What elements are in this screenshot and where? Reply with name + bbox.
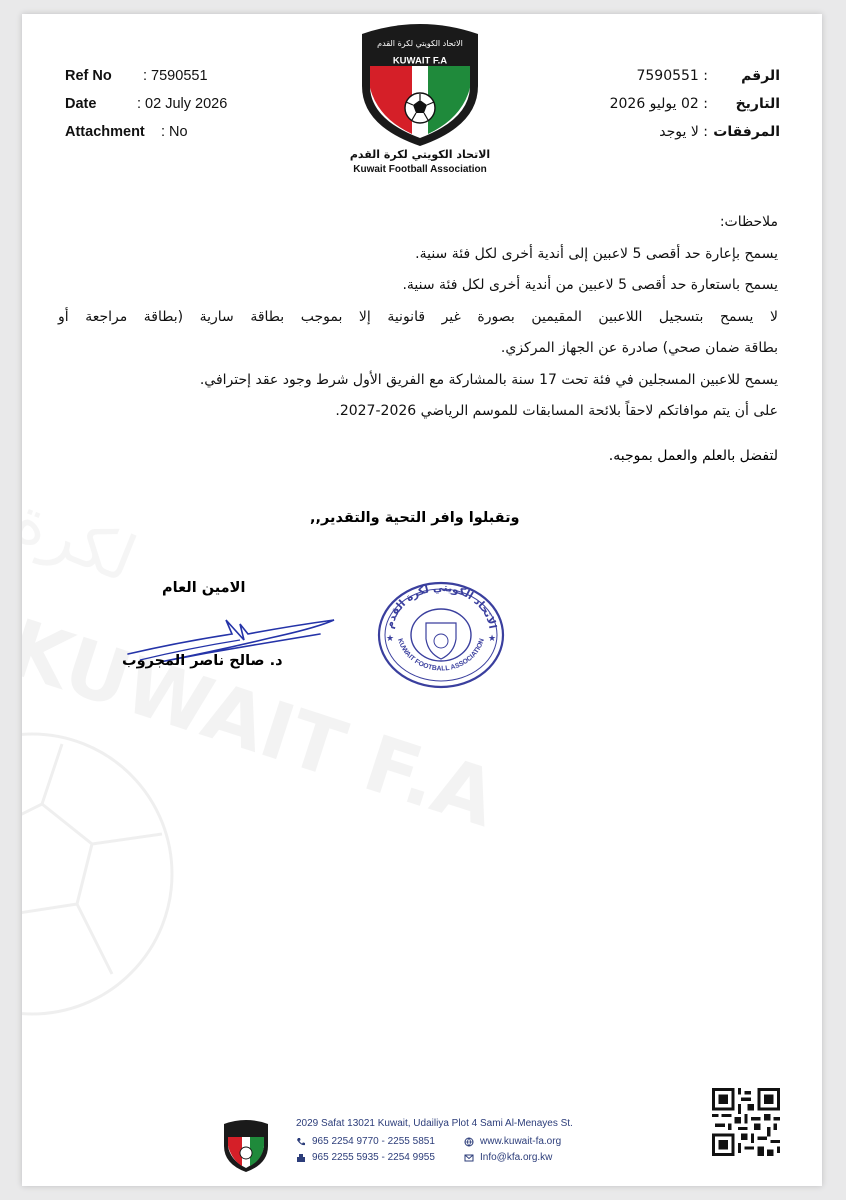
date-row bbox=[65, 90, 295, 118]
ref-value: : 7590551 bbox=[143, 68, 208, 84]
qr-code-icon bbox=[712, 1088, 780, 1156]
footer-email-row bbox=[464, 1152, 552, 1163]
stamp-text-en: KUWAIT FOOTBALL ASSOCIATION bbox=[396, 637, 486, 673]
svg-text:★: ★ bbox=[488, 634, 497, 644]
regards-line: وتقبلوا وافر التحية والتقدير,, bbox=[310, 510, 520, 526]
logo-banner: KUWAIT F.A bbox=[392, 55, 448, 67]
logo-name-en: Kuwait Football Association bbox=[353, 164, 487, 175]
note-line-3b: بطاقة ضمان صحي) صادرة عن الجهاز المركزي. bbox=[500, 340, 778, 356]
date-value-ar: : 02 يوليو 2026 bbox=[609, 96, 708, 112]
signatory-title: الامين العام bbox=[162, 580, 246, 596]
official-stamp bbox=[374, 579, 508, 691]
note-line-5: على أن يتم موافاتكم لاحقاً بلائحة المسابقات للموسم الرياضي 2026-2027. bbox=[335, 403, 778, 419]
stamp-text-ar: الاتحاد الكويتي لكرة القدم bbox=[383, 581, 499, 630]
footer-address: 2029 Safat 13021 Kuwait, Udailiya Plot 4 Sami Al-Menayes St. bbox=[296, 1118, 573, 1129]
ref-label-ar: الرقم bbox=[741, 68, 780, 84]
logo-arc: الاتحاد الكويتي لكرة القدم bbox=[377, 39, 463, 48]
attachment-value-ar: : لا يوجد bbox=[659, 124, 708, 140]
attachment-label: Attachment bbox=[65, 124, 145, 140]
svg-text:★: ★ bbox=[386, 634, 395, 644]
date-label: Date bbox=[65, 96, 97, 112]
letter-body bbox=[58, 207, 778, 428]
footer-phone: 965 2254 9770 - 2255 5851 bbox=[312, 1136, 435, 1147]
footer-email[interactable]: Info@kfa.org.kw bbox=[480, 1152, 553, 1163]
footer-fax: 965 2255 5935 - 2254 9955 bbox=[312, 1152, 435, 1163]
footer-phone-row bbox=[296, 1136, 435, 1147]
footer-website-row bbox=[464, 1136, 561, 1147]
letter-page bbox=[22, 14, 822, 1186]
phone-icon bbox=[296, 1137, 306, 1147]
mail-icon bbox=[464, 1153, 474, 1163]
note-line-3a: لا يسمح بتسجيل اللاعبين المقيمين بصورة غير قانونية إلا بموجب بطاقة سارية (بطاقة مراجعة أو bbox=[58, 308, 778, 325]
logo-name-ar: الاتحاد الكويتي لكرة القدم bbox=[350, 148, 490, 161]
attachment-row-ar bbox=[550, 118, 780, 146]
closing-line: لتفضل بالعلم والعمل بموجبه. bbox=[608, 448, 778, 464]
footer-fax-row bbox=[296, 1152, 435, 1163]
footer-logo bbox=[220, 1116, 272, 1176]
note-line-2: يسمح باستعارة حد أقصى 5 لاعبين من أندية أخرى لكل فئة سنية. bbox=[402, 277, 778, 293]
notes-heading: ملاحظات: bbox=[719, 214, 778, 230]
date-row-ar bbox=[550, 90, 780, 118]
ref-label: Ref No bbox=[65, 68, 112, 84]
signatory-name: د. صالح ناصر المجروب bbox=[122, 653, 283, 669]
footer-website[interactable]: www.kuwait-fa.org bbox=[480, 1136, 562, 1147]
note-line-1: يسمح بإعارة حد أقصى 5 لاعبين إلى أندية أخرى لكل فئة سنية. bbox=[415, 245, 778, 262]
attachment-row bbox=[65, 118, 295, 146]
ref-row bbox=[65, 62, 295, 90]
svg-text:لكرة bbox=[22, 483, 146, 598]
note-line-4: يسمح للاعبين المسجلين في فئة تحت 17 سنة بالمشاركة مع الفريق الأول شرط وجود عقد إحترافي. bbox=[199, 371, 778, 388]
kfa-logo bbox=[350, 16, 490, 176]
globe-icon bbox=[464, 1137, 474, 1147]
header-arabic bbox=[550, 62, 780, 146]
attachment-value: : No bbox=[161, 124, 188, 140]
svg-text:KUWAIT FOOTBALL ASSOCIATION bbox=[396, 638, 486, 673]
ref-row-ar bbox=[550, 62, 780, 90]
header-english bbox=[65, 62, 295, 146]
date-label-ar: التاريخ bbox=[735, 96, 780, 112]
date-value: : 02 July 2026 bbox=[137, 96, 228, 112]
attachment-label-ar: المرفقات bbox=[713, 124, 780, 140]
ref-value-ar: : 7590551 bbox=[636, 68, 708, 84]
fax-icon bbox=[296, 1153, 306, 1163]
